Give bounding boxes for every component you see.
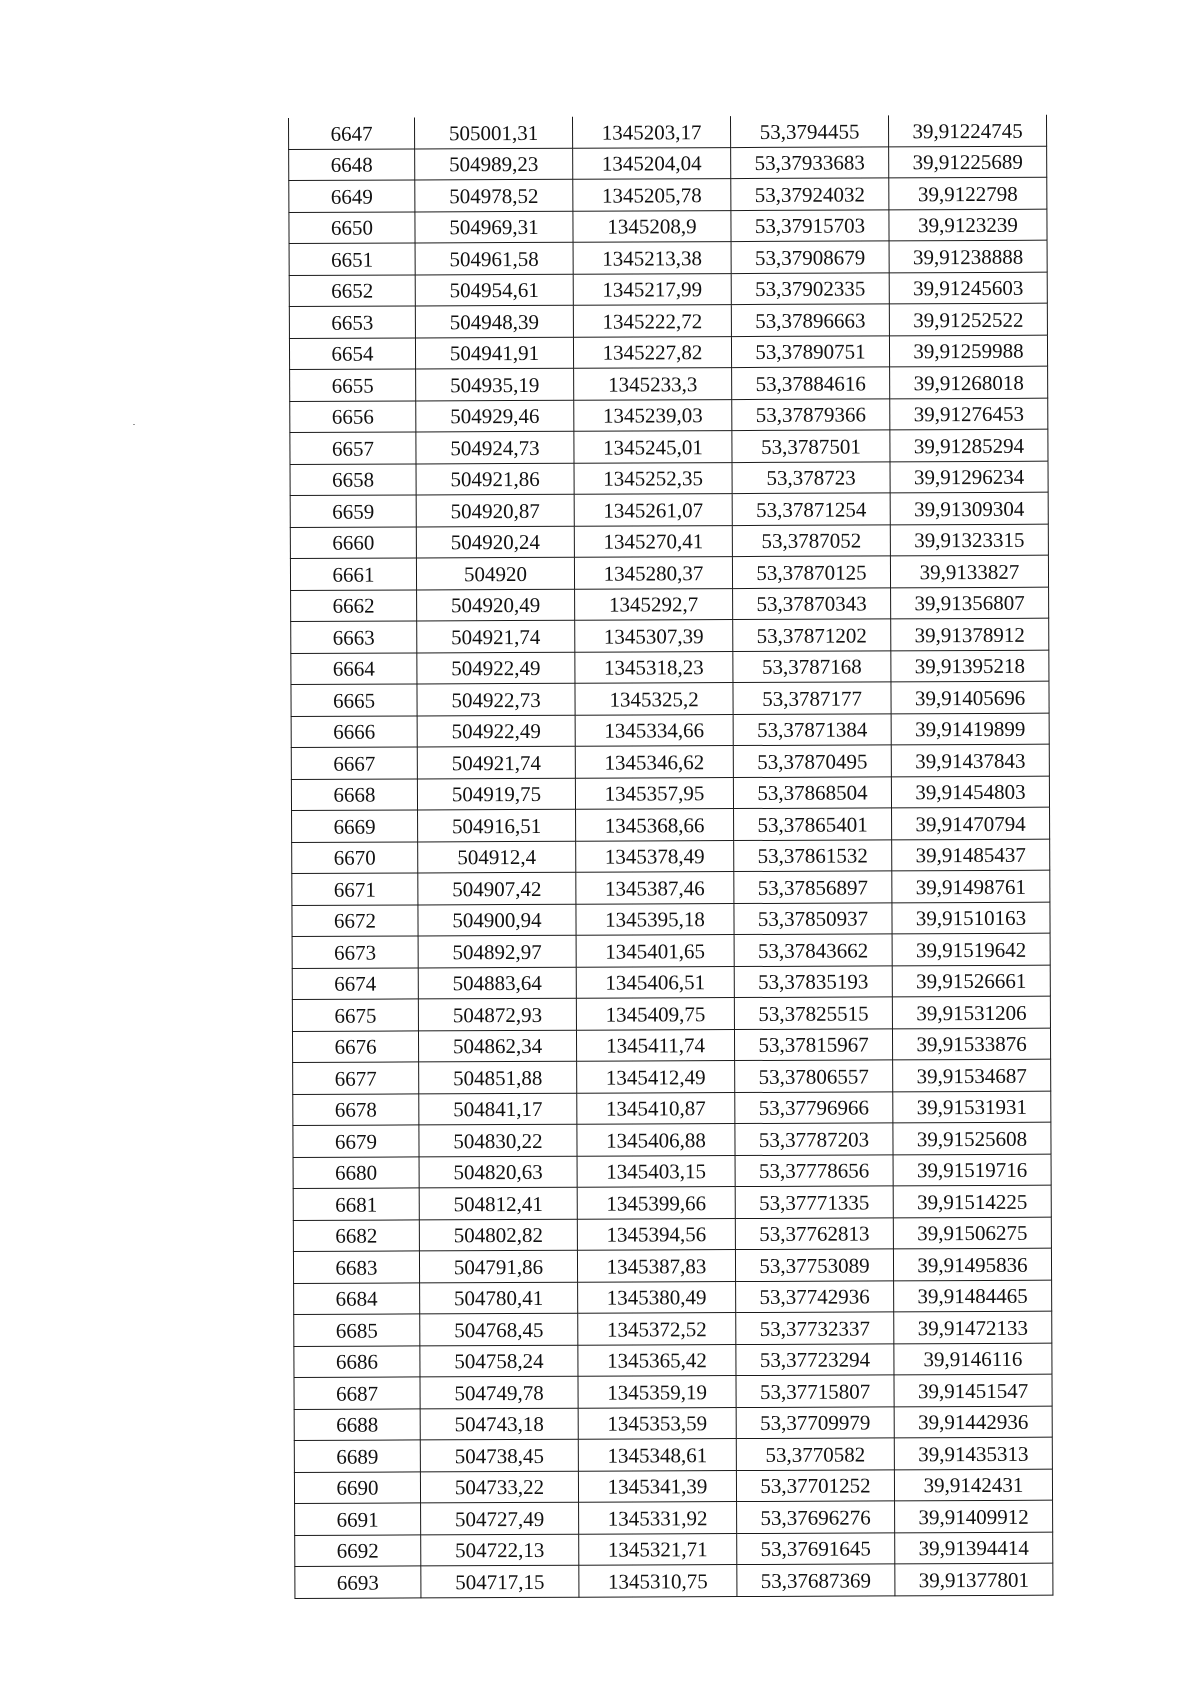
y-coordinate-cell: 1345411,74 [576,1029,734,1061]
x-coordinate-cell: 504922,49 [417,715,575,747]
table-row [289,272,1047,307]
y-coordinate-cell: 1345372,52 [578,1313,736,1345]
table-row [289,303,1047,338]
longitude-cell: 39,91485437 [892,839,1050,871]
x-coordinate-cell: 504920,49 [417,589,575,621]
longitude-cell: 39,91356807 [891,587,1049,619]
table-row [293,1154,1051,1189]
point-number-cell: 6668 [291,778,417,810]
point-number-cell: 6680 [293,1156,419,1188]
x-coordinate-cell: 504758,24 [420,1345,578,1377]
point-number-cell: 6664 [291,652,417,684]
point-number-cell: 6647 [289,117,415,149]
x-coordinate-cell: 504920,24 [416,526,574,558]
y-coordinate-cell: 1345410,87 [577,1092,735,1124]
table-row [290,492,1048,527]
longitude-cell: 39,91377801 [895,1563,1053,1595]
longitude-cell: 39,91259988 [889,335,1047,367]
latitude-cell: 53,37879366 [732,398,890,430]
table-row [294,1437,1052,1472]
latitude-cell: 53,37871384 [733,713,891,745]
table-row [293,1059,1051,1094]
y-coordinate-cell: 1345365,42 [578,1344,736,1376]
latitude-cell: 53,37787203 [735,1123,893,1155]
longitude-cell: 39,91224745 [888,115,1046,147]
latitude-cell: 53,37861532 [734,839,892,871]
x-coordinate-cell: 504733,22 [420,1471,578,1503]
y-coordinate-cell: 1345203,17 [572,116,730,148]
latitude-cell: 53,37762813 [735,1217,893,1249]
latitude-cell: 53,378723 [732,461,890,493]
latitude-cell: 53,3787168 [733,650,891,682]
table-row [294,1311,1052,1346]
x-coordinate-cell: 504862,34 [418,1030,576,1062]
point-number-cell: 6677 [293,1062,419,1094]
latitude-cell: 53,37778656 [735,1154,893,1186]
x-coordinate-cell: 504935,19 [416,368,574,400]
longitude-cell: 39,91296234 [890,461,1048,493]
longitude-cell: 39,91252522 [889,303,1047,335]
y-coordinate-cell: 1345387,83 [577,1250,735,1282]
latitude-cell: 53,37902335 [731,272,889,304]
point-number-cell: 6651 [289,243,415,275]
table-row [292,807,1050,842]
longitude-cell: 39,9122798 [889,177,1047,209]
point-number-cell: 6673 [292,936,418,968]
longitude-cell: 39,91323315 [890,524,1048,556]
longitude-cell: 39,91405696 [891,681,1049,713]
y-coordinate-cell: 1345280,37 [574,557,732,589]
latitude-cell: 53,37825515 [734,997,892,1029]
latitude-cell: 53,37908679 [731,241,889,273]
table-row [289,146,1047,181]
latitude-cell: 53,37870125 [732,556,890,588]
latitude-cell: 53,37884616 [732,367,890,399]
y-coordinate-cell: 1345205,78 [573,179,731,211]
latitude-cell: 53,37806557 [735,1060,893,1092]
latitude-cell: 53,3787177 [733,682,891,714]
y-coordinate-cell: 1345318,23 [575,651,733,683]
longitude-cell: 39,91533876 [892,1028,1050,1060]
longitude-cell: 39,91225689 [889,146,1047,178]
table-row [290,429,1048,464]
latitude-cell: 53,37796966 [735,1091,893,1123]
table-row [290,524,1048,559]
table-row [292,965,1050,1000]
x-coordinate-cell: 504948,39 [415,305,573,337]
table-row [295,1500,1053,1535]
longitude-cell: 39,91245603 [889,272,1047,304]
table-row [289,209,1047,244]
longitude-cell: 39,91451547 [894,1374,1052,1406]
y-coordinate-cell: 1345331,92 [579,1502,737,1534]
y-coordinate-cell: 1345270,41 [574,525,732,557]
longitude-cell: 39,91510163 [892,902,1050,934]
point-number-cell: 6681 [293,1188,419,1220]
y-coordinate-cell: 1345208,9 [573,210,731,242]
point-number-cell: 6678 [293,1093,419,1125]
latitude-cell: 53,3787052 [732,524,890,556]
table-row [293,1217,1051,1252]
point-number-cell: 6682 [293,1219,419,1251]
y-coordinate-cell: 1345239,03 [574,399,732,431]
x-coordinate-cell: 504900,94 [418,904,576,936]
x-coordinate-cell: 504919,75 [417,778,575,810]
y-coordinate-cell: 1345353,59 [578,1407,736,1439]
y-coordinate-cell: 1345310,75 [579,1565,737,1597]
x-coordinate-cell: 504961,58 [415,242,573,274]
y-coordinate-cell: 1345307,39 [575,620,733,652]
latitude-cell: 53,37933683 [731,146,889,178]
latitude-cell: 53,37696276 [737,1501,895,1533]
y-coordinate-cell: 1345378,49 [576,840,734,872]
y-coordinate-cell: 1345368,66 [576,809,734,841]
y-coordinate-cell: 1345359,19 [578,1376,736,1408]
table-row [292,902,1050,937]
table-row [293,1248,1051,1283]
table-row [295,1532,1053,1567]
x-coordinate-cell: 504978,52 [415,179,573,211]
point-number-cell: 6654 [289,337,415,369]
x-coordinate-cell: 504872,93 [418,998,576,1030]
table-row [292,996,1050,1031]
table-row [292,1028,1050,1063]
point-number-cell: 6648 [289,148,415,180]
point-number-cell: 6666 [291,715,417,747]
point-number-cell: 6653 [289,306,415,338]
longitude-cell: 39,9133827 [890,555,1048,587]
x-coordinate-cell: 504841,17 [419,1093,577,1125]
y-coordinate-cell: 1345292,7 [575,588,733,620]
latitude-cell: 53,37771335 [735,1186,893,1218]
x-coordinate-cell: 504780,41 [420,1282,578,1314]
point-number-cell: 6655 [290,369,416,401]
longitude-cell: 39,91437843 [891,744,1049,776]
latitude-cell: 53,37870495 [733,745,891,777]
longitude-cell: 39,9123239 [889,209,1047,241]
latitude-cell: 53,37871202 [733,619,891,651]
longitude-cell: 39,91495836 [893,1248,1051,1280]
point-number-cell: 6671 [292,873,418,905]
table-row [291,587,1049,622]
y-coordinate-cell: 1345348,61 [578,1439,736,1471]
latitude-cell: 53,37870343 [733,587,891,619]
y-coordinate-cell: 1345252,35 [574,462,732,494]
table-row [294,1469,1052,1504]
point-number-cell: 6656 [290,400,416,432]
point-number-cell: 6667 [291,747,417,779]
y-coordinate-cell: 1345346,62 [575,746,733,778]
x-coordinate-cell: 504969,31 [415,211,573,243]
longitude-cell: 39,91238888 [889,240,1047,272]
point-number-cell: 6658 [290,463,416,495]
latitude-cell: 53,37742936 [736,1280,894,1312]
table-row [291,650,1049,685]
point-number-cell: 6663 [291,621,417,653]
x-coordinate-cell: 504907,42 [418,872,576,904]
x-coordinate-cell: 504920 [416,557,574,589]
x-coordinate-cell: 504812,41 [419,1187,577,1219]
latitude-cell: 53,37868504 [733,776,891,808]
table-row [293,1091,1051,1126]
table-row [290,555,1048,590]
table-row [290,461,1048,496]
latitude-cell: 53,37723294 [736,1343,894,1375]
x-coordinate-cell: 504820,63 [419,1156,577,1188]
y-coordinate-cell: 1345341,39 [578,1470,736,1502]
longitude-cell: 39,91268018 [890,366,1048,398]
latitude-cell: 53,37865401 [734,808,892,840]
y-coordinate-cell: 1345261,07 [574,494,732,526]
x-coordinate-cell: 504921,74 [417,746,575,778]
longitude-cell: 39,91454803 [891,776,1049,808]
table-row [295,1563,1053,1598]
y-coordinate-cell: 1345357,95 [575,777,733,809]
x-coordinate-cell: 504749,78 [420,1376,578,1408]
longitude-cell: 39,91484465 [894,1280,1052,1312]
longitude-cell: 39,91526661 [892,965,1050,997]
x-coordinate-cell: 504727,49 [421,1502,579,1534]
table-row [292,839,1050,874]
x-coordinate-cell: 504989,23 [415,148,573,180]
x-coordinate-cell: 504768,45 [420,1313,578,1345]
point-number-cell: 6660 [290,526,416,558]
latitude-cell: 53,37687369 [737,1564,895,1596]
y-coordinate-cell: 1345325,2 [575,683,733,715]
latitude-cell: 53,37924032 [731,178,889,210]
x-coordinate-cell: 504912,4 [418,841,576,873]
table-row [291,618,1049,653]
latitude-cell: 53,37732337 [736,1312,894,1344]
table-row [291,681,1049,716]
y-coordinate-cell: 1345233,3 [574,368,732,400]
point-number-cell: 6689 [294,1440,420,1472]
x-coordinate-cell: 504883,64 [418,967,576,999]
longitude-cell: 39,91498761 [892,870,1050,902]
point-number-cell: 6685 [294,1314,420,1346]
point-number-cell: 6679 [293,1125,419,1157]
point-number-cell: 6683 [293,1251,419,1283]
y-coordinate-cell: 1345227,82 [573,336,731,368]
longitude-cell: 39,91531206 [892,996,1050,1028]
x-coordinate-cell: 504722,13 [421,1534,579,1566]
coordinates-table-body [289,115,1053,1598]
table-row [294,1374,1052,1409]
longitude-cell: 39,91506275 [893,1217,1051,1249]
longitude-cell: 39,91519716 [893,1154,1051,1186]
y-coordinate-cell: 1345222,72 [573,305,731,337]
y-coordinate-cell: 1345403,15 [577,1155,735,1187]
longitude-cell: 39,91309304 [890,492,1048,524]
latitude-cell: 53,37890751 [731,335,889,367]
x-coordinate-cell: 504922,73 [417,683,575,715]
table-row [291,776,1049,811]
point-number-cell: 6688 [294,1408,420,1440]
longitude-cell: 39,91470794 [892,807,1050,839]
x-coordinate-cell: 504743,18 [420,1408,578,1440]
table-row [293,1122,1051,1157]
table-row [292,870,1050,905]
y-coordinate-cell: 1345213,38 [573,242,731,274]
x-coordinate-cell: 504791,86 [419,1250,577,1282]
longitude-cell: 39,91514225 [893,1185,1051,1217]
longitude-cell: 39,91525608 [893,1122,1051,1154]
x-coordinate-cell: 504924,73 [416,431,574,463]
x-coordinate-cell: 505001,31 [414,117,572,149]
x-coordinate-cell: 504920,87 [416,494,574,526]
point-number-cell: 6661 [290,558,416,590]
point-number-cell: 6652 [289,274,415,306]
table-row [289,335,1047,370]
latitude-cell: 53,37701252 [736,1469,894,1501]
y-coordinate-cell: 1345409,75 [576,998,734,1030]
latitude-cell: 53,37815967 [734,1028,892,1060]
longitude-cell: 39,9146116 [894,1343,1052,1375]
longitude-cell: 39,91531931 [893,1091,1051,1123]
y-coordinate-cell: 1345321,71 [579,1533,737,1565]
latitude-cell: 53,3787501 [732,430,890,462]
longitude-cell: 39,91285294 [890,429,1048,461]
point-number-cell: 6675 [292,999,418,1031]
latitude-cell: 53,37691645 [737,1532,895,1564]
latitude-cell: 53,37871254 [732,493,890,525]
y-coordinate-cell: 1345412,49 [577,1061,735,1093]
longitude-cell: 39,91472133 [894,1311,1052,1343]
longitude-cell: 39,91409912 [895,1500,1053,1532]
y-coordinate-cell: 1345334,66 [575,714,733,746]
point-number-cell: 6686 [294,1345,420,1377]
latitude-cell: 53,37709979 [736,1406,894,1438]
point-number-cell: 6659 [290,495,416,527]
point-number-cell: 6650 [289,211,415,243]
point-number-cell: 6672 [292,904,418,936]
table-row [291,713,1049,748]
x-coordinate-cell: 504921,86 [416,463,574,495]
coordinates-table [288,115,1053,1599]
latitude-cell: 53,3770582 [736,1438,894,1470]
table-row [289,177,1047,212]
y-coordinate-cell: 1345401,65 [576,935,734,967]
x-coordinate-cell: 504892,97 [418,935,576,967]
latitude-cell: 53,37843662 [734,934,892,966]
point-number-cell: 6657 [290,432,416,464]
latitude-cell: 53,37915703 [731,209,889,241]
latitude-cell: 53,3794455 [730,115,888,147]
longitude-cell: 39,91394414 [895,1532,1053,1564]
point-number-cell: 6649 [289,180,415,212]
point-number-cell: 6665 [291,684,417,716]
x-coordinate-cell: 504851,88 [419,1061,577,1093]
scan-speck [133,424,135,425]
x-coordinate-cell: 504738,45 [420,1439,578,1471]
latitude-cell: 53,37753089 [735,1249,893,1281]
x-coordinate-cell: 504921,74 [417,620,575,652]
longitude-cell: 39,91534687 [893,1059,1051,1091]
longitude-cell: 39,91442936 [894,1406,1052,1438]
longitude-cell: 39,91276453 [890,398,1048,430]
y-coordinate-cell: 1345406,88 [577,1124,735,1156]
y-coordinate-cell: 1345380,49 [578,1281,736,1313]
x-coordinate-cell: 504717,15 [421,1565,579,1597]
table-row [289,115,1047,149]
table-row [293,1185,1051,1220]
longitude-cell: 39,91419899 [891,713,1049,745]
longitude-cell: 39,91435313 [894,1437,1052,1469]
y-coordinate-cell: 1345387,46 [576,872,734,904]
longitude-cell: 39,91519642 [892,933,1050,965]
table-row [290,398,1048,433]
x-coordinate-cell: 504941,91 [415,337,573,369]
table-row [294,1406,1052,1441]
y-coordinate-cell: 1345217,99 [573,273,731,305]
x-coordinate-cell: 504802,82 [419,1219,577,1251]
latitude-cell: 53,37896663 [731,304,889,336]
point-number-cell: 6687 [294,1377,420,1409]
x-coordinate-cell: 504929,46 [416,400,574,432]
y-coordinate-cell: 1345395,18 [576,903,734,935]
y-coordinate-cell: 1345204,04 [573,147,731,179]
point-number-cell: 6684 [294,1282,420,1314]
table-row [294,1280,1052,1315]
point-number-cell: 6674 [292,967,418,999]
latitude-cell: 53,37835193 [734,965,892,997]
latitude-cell: 53,37856897 [734,871,892,903]
point-number-cell: 6670 [292,841,418,873]
y-coordinate-cell: 1345399,66 [577,1187,735,1219]
y-coordinate-cell: 1345245,01 [574,431,732,463]
point-number-cell: 6662 [291,589,417,621]
table-row [294,1343,1052,1378]
y-coordinate-cell: 1345394,56 [577,1218,735,1250]
longitude-cell: 39,9142431 [894,1469,1052,1501]
latitude-cell: 53,37715807 [736,1375,894,1407]
table-row [291,744,1049,779]
x-coordinate-cell: 504830,22 [419,1124,577,1156]
point-number-cell: 6691 [295,1503,421,1535]
point-number-cell: 6676 [292,1030,418,1062]
table-row [292,933,1050,968]
longitude-cell: 39,91378912 [891,618,1049,650]
point-number-cell: 6692 [295,1534,421,1566]
x-coordinate-cell: 504916,51 [418,809,576,841]
y-coordinate-cell: 1345406,51 [576,966,734,998]
latitude-cell: 53,37850937 [734,902,892,934]
table-row [290,366,1048,401]
point-number-cell: 6693 [295,1566,421,1598]
table-row [289,240,1047,275]
longitude-cell: 39,91395218 [891,650,1049,682]
point-number-cell: 6690 [294,1471,420,1503]
x-coordinate-cell: 504954,61 [415,274,573,306]
point-number-cell: 6669 [292,810,418,842]
x-coordinate-cell: 504922,49 [417,652,575,684]
